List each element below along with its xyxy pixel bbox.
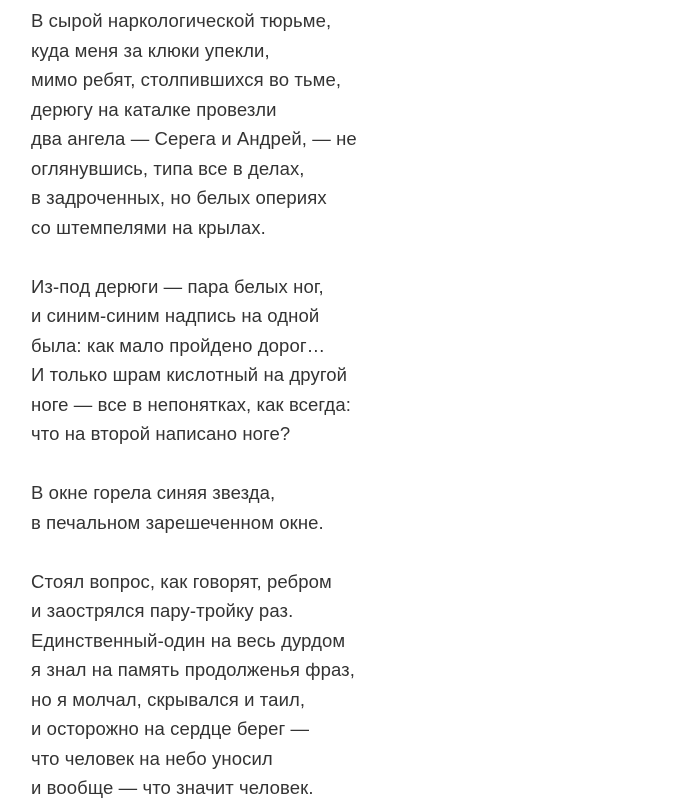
stanza-3 xyxy=(31,478,661,537)
poem-line: со штемпелями на крылах. xyxy=(31,216,266,238)
poem-line: мимо ребят, столпившихся во тьме, xyxy=(31,69,342,90)
poem-line: куда меня за клюки упекли, xyxy=(31,39,270,61)
stanza-2 xyxy=(31,272,661,449)
poem-line: была: как мало пройдено дорог… xyxy=(31,334,326,356)
poem-line: и осторожно на сердце берег — xyxy=(31,718,310,739)
poem-line: В сырой наркологической тюрьме, xyxy=(31,10,332,31)
poem-line: И только шрам кислотный на другой xyxy=(31,364,348,385)
poem-line: два ангела — Серега и Андрей, — не xyxy=(31,128,357,149)
poem-line: ноге — все в непонятках, как всегда: xyxy=(31,393,351,415)
stanza-1 xyxy=(31,6,661,242)
poem-line: дерюгу на каталке провезли xyxy=(31,98,277,120)
poem-line: но я молчал, скрывался и таил, xyxy=(31,688,306,710)
poem-line: Стоял вопрос, как говорят, ребром xyxy=(31,570,332,592)
poem-line: Единственный-один на весь дурдом xyxy=(31,629,346,651)
poem-line: В окне горела синяя звезда, xyxy=(31,482,276,503)
poem-line: Из-под дерюги — пара белых ног, xyxy=(31,275,324,297)
poem-line: я знал на память продолженья фраз, xyxy=(31,659,355,680)
poem-line: в задроченных, но белых опериях xyxy=(31,187,327,208)
poem-line: и заострялся пару-тройку раз. xyxy=(31,600,294,621)
poem-line: и вообще — что значит человек. xyxy=(31,777,314,798)
poem-line: оглянувшись, типа все в делах, xyxy=(31,157,305,179)
stanza-4 xyxy=(31,567,661,803)
poem-line: что человек на небо уносил xyxy=(31,747,273,769)
poem-line: в печальном зарешеченном окне. xyxy=(31,511,324,533)
poem-line: и синим-синим надпись на одной xyxy=(31,305,320,326)
poem-line: что на второй написано ноге? xyxy=(31,423,291,444)
poem-text xyxy=(31,6,661,803)
